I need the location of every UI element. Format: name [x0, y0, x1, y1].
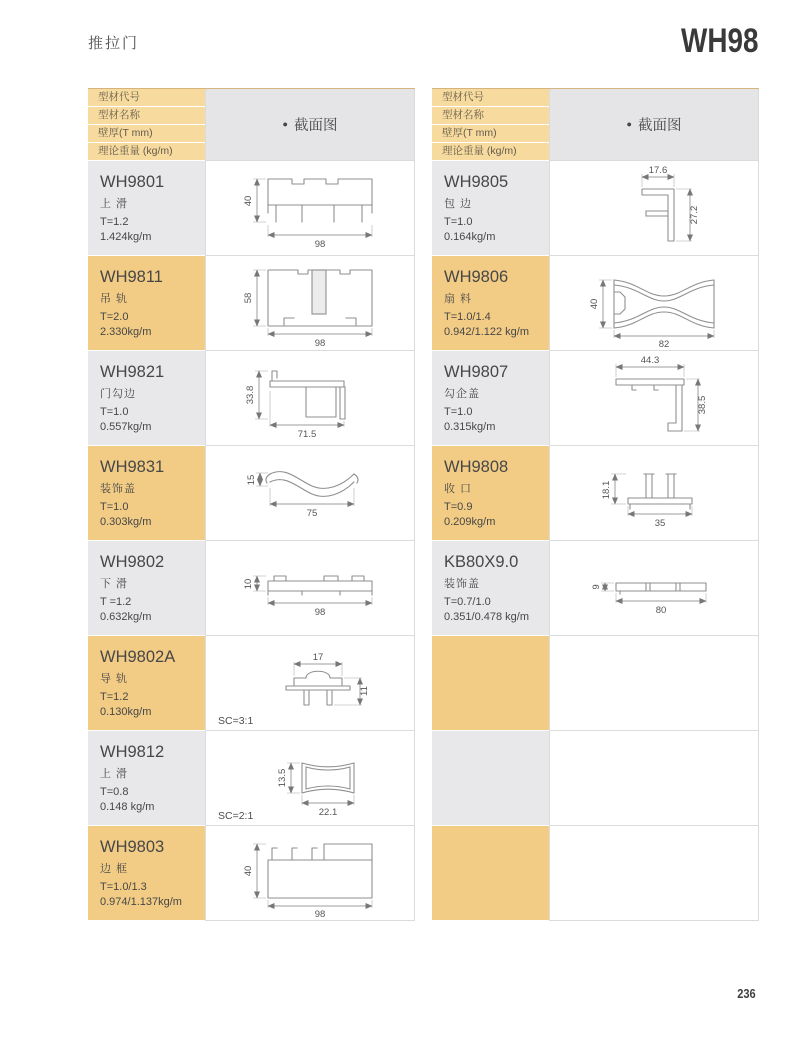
profile-weight: 0.557kg/m [100, 421, 152, 433]
header-section-diagram [205, 89, 415, 161]
dim-height-label: 10 [243, 578, 254, 590]
header-theoretical-weight: 理论重量 (kg/m) [88, 143, 205, 161]
profile-thickness: T =1.2 [100, 596, 132, 608]
profile-label-cell-empty [432, 636, 549, 731]
profile-code: WH9821 [100, 363, 165, 381]
profile-thickness: T=0.8 [100, 786, 129, 798]
profile-label-cell [88, 636, 205, 731]
profile-code: WH9807 [444, 363, 509, 381]
profile-diagram-cell [205, 731, 415, 826]
table-row-wh9821 [88, 351, 415, 446]
profile-name: 门勾边 [100, 388, 136, 400]
profile-diagram-cell [205, 636, 415, 731]
profile-code: WH9801 [100, 173, 165, 191]
profile-thickness: T=1.0/1.3 [100, 881, 147, 893]
profile-diagram-cell [205, 256, 415, 351]
profile-weight: 0.148 kg/m [100, 801, 155, 813]
dim-width-label: 98 [314, 607, 326, 618]
dim-width-label: 82 [658, 339, 670, 349]
profile-table-left [88, 88, 415, 921]
cross-section-diagram [206, 541, 414, 634]
profile-diagram-cell [205, 826, 415, 921]
header-wall-thickness: 壁厚(T mm) [432, 125, 549, 143]
header-profile-code: 型材代号 [432, 89, 549, 107]
profile-code: WH9802A [100, 648, 176, 666]
dim-height-label: 40 [243, 865, 254, 877]
table-row-wh9831 [88, 446, 415, 541]
header-label-column [432, 89, 549, 161]
profile-thickness: T=1.2 [100, 691, 129, 703]
cross-section-diagram [550, 351, 758, 444]
cross-section-diagram [550, 161, 758, 254]
table-row-wh9802 [88, 541, 415, 636]
profile-weight: 0.209kg/m [444, 516, 496, 528]
profile-weight: 0.315kg/m [444, 421, 496, 433]
profile-name: 勾企盖 [444, 388, 480, 400]
table-row-wh9812 [88, 731, 415, 826]
profile-table-right [432, 88, 759, 921]
profile-weight: 0.130kg/m [100, 706, 152, 718]
table-row-wh9807 [432, 351, 759, 446]
dim-height-label: 13.5 [277, 768, 288, 788]
table-header [88, 89, 415, 161]
profile-diagram-cell [549, 161, 759, 256]
dim-width-label: 98 [314, 239, 326, 250]
profile-label-cell [88, 826, 205, 921]
profile-thickness: T=1.2 [100, 216, 129, 228]
profile-diagram-cell-empty [549, 826, 759, 921]
profile-diagram-cell [549, 541, 759, 636]
profile-label-cell [432, 541, 549, 636]
cross-section-diagram [550, 256, 758, 349]
header-profile-code: 型材代号 [88, 89, 205, 107]
header-profile-name: 型材名称 [432, 107, 549, 125]
profile-code: WH9812 [100, 743, 165, 761]
table-header [432, 89, 759, 161]
cross-section-diagram [206, 446, 414, 539]
table-row-wh9811 [88, 256, 415, 351]
catalog-tables [88, 88, 759, 921]
profile-diagram-cell-empty [549, 636, 759, 731]
dim-height-label: 58 [243, 292, 254, 304]
profile-weight: 2.330kg/m [100, 326, 152, 338]
profile-diagram-cell [549, 256, 759, 351]
dim-width-label: 98 [314, 338, 326, 349]
profile-name: 扇 料 [444, 293, 473, 305]
profile-diagram-cell [549, 351, 759, 446]
profile-thickness: T=1.0 [444, 216, 473, 228]
profile-name: 吊 轨 [100, 293, 129, 305]
table-row-wh9806 [432, 256, 759, 351]
profile-weight: 0.632kg/m [100, 611, 152, 623]
profile-label-cell [88, 256, 205, 351]
header-section-diagram [549, 89, 759, 161]
profile-weight: 0.351/0.478 kg/m [444, 611, 530, 623]
dim-width-label: 17.6 [648, 165, 668, 176]
profile-thickness: T=1.0 [100, 406, 129, 418]
profile-label-cell [432, 161, 549, 256]
scale-label: SC=3:1 [218, 715, 254, 727]
profile-name: 包 边 [444, 198, 473, 210]
profile-weight: 0.974/1.137kg/m [100, 896, 182, 908]
profile-label-cell [432, 446, 549, 541]
section-diagram-label: 截面图 [637, 118, 682, 134]
dim-width-label: 75 [306, 508, 318, 519]
profile-thickness: T=2.0 [100, 311, 129, 323]
profile-weight: 0.303kg/m [100, 516, 152, 528]
profile-label-cell [88, 446, 205, 541]
dim-height-label: 9 [591, 584, 602, 590]
profile-diagram-cell [549, 446, 759, 541]
dim-width-label: 35 [654, 518, 666, 529]
header-theoretical-weight: 理论重量 (kg/m) [432, 143, 549, 161]
profile-code: WH9802 [100, 553, 165, 571]
cross-section-diagram [206, 826, 414, 919]
profile-code: WH9808 [444, 458, 509, 476]
profile-diagram-cell [205, 351, 415, 446]
cross-section-diagram [206, 161, 414, 254]
profile-diagram-cell-empty [549, 731, 759, 826]
dim-height-label: 33.8 [245, 385, 256, 405]
profile-label-cell-empty [432, 731, 549, 826]
dim-width-label: 80 [655, 605, 667, 616]
dim-width-label: 17 [312, 652, 324, 663]
profile-code: WH9805 [444, 173, 509, 191]
profile-diagram-cell [205, 161, 415, 256]
profile-weight: 0.164kg/m [444, 231, 496, 243]
table-row-wh9802a [88, 636, 415, 731]
profile-thickness: T=1.0/1.4 [444, 311, 491, 323]
profile-name: 收 口 [444, 483, 473, 495]
profile-name: 导 轨 [100, 673, 129, 685]
scale-label: SC=2:1 [218, 810, 254, 822]
profile-label-cell [88, 161, 205, 256]
dim-height-label: 27.2 [689, 205, 700, 225]
dim-width-label: 71.5 [297, 429, 317, 440]
profile-weight: 1.424kg/m [100, 231, 152, 243]
profile-name: 下 滑 [100, 578, 129, 590]
profile-name: 上 滑 [100, 198, 129, 210]
dim-height-label: 11 [359, 686, 370, 696]
profile-label-cell [88, 351, 205, 446]
profile-code: WH9831 [100, 458, 165, 476]
header-wall-thickness: 壁厚(T mm) [88, 125, 205, 143]
dim-width-label: 22.1 [318, 807, 338, 818]
dim-height-label: 40 [589, 298, 600, 310]
bullet-icon: ● [626, 119, 632, 129]
profile-label-cell-empty [432, 826, 549, 921]
table-row-empty [432, 731, 759, 826]
dim-height-label: 15 [246, 474, 257, 486]
profile-name: 上 滑 [100, 768, 129, 780]
profile-thickness: T=0.9 [444, 501, 473, 513]
table-row-wh9803 [88, 826, 415, 921]
cross-section-diagram [206, 731, 414, 824]
cross-section-diagram [206, 351, 414, 444]
profile-name: 边 框 [100, 863, 129, 875]
dim-width-label: 98 [314, 909, 326, 919]
profile-code: KB80X9.0 [444, 553, 519, 571]
page-number: 236 [737, 986, 756, 1001]
profile-diagram-cell [205, 541, 415, 636]
header-profile-name: 型材名称 [88, 107, 205, 125]
table-row-kb80x9 [432, 541, 759, 636]
cross-section-diagram [550, 446, 758, 539]
profile-label-cell [432, 351, 549, 446]
table-row-wh9808 [432, 446, 759, 541]
profile-name: 装饰盖 [100, 483, 136, 495]
profile-code: WH9803 [100, 838, 165, 856]
profile-label-cell [88, 731, 205, 826]
cross-section-diagram [206, 256, 414, 349]
profile-label-cell [432, 256, 549, 351]
table-row-empty [432, 826, 759, 921]
profile-thickness: T=1.0 [100, 501, 129, 513]
profile-thickness: T=1.0 [444, 406, 473, 418]
table-row-wh9801 [88, 161, 415, 256]
profile-weight: 0.942/1.122 kg/m [444, 326, 530, 338]
series-title: WH98 [680, 22, 758, 60]
dim-height-label: 18.1 [601, 480, 612, 500]
bullet-icon: ● [282, 119, 288, 129]
dim-width-label: 44.3 [640, 355, 660, 366]
header-label-column [88, 89, 205, 161]
section-diagram-label: 截面图 [293, 118, 338, 134]
profile-thickness: T=0.7/1.0 [444, 596, 491, 608]
profile-code: WH9806 [444, 268, 509, 286]
profile-diagram-cell [205, 446, 415, 541]
profile-code: WH9811 [100, 268, 163, 286]
dim-height-label: 38.5 [697, 395, 708, 415]
profile-name: 装饰盖 [444, 578, 480, 590]
cross-section-diagram [550, 541, 758, 634]
profile-label-cell [88, 541, 205, 636]
table-row-wh9805 [432, 161, 759, 256]
cross-section-diagram [206, 636, 414, 729]
table-row-empty [432, 636, 759, 731]
page-title: 推拉门 [88, 35, 140, 52]
dim-height-label: 40 [243, 195, 254, 207]
